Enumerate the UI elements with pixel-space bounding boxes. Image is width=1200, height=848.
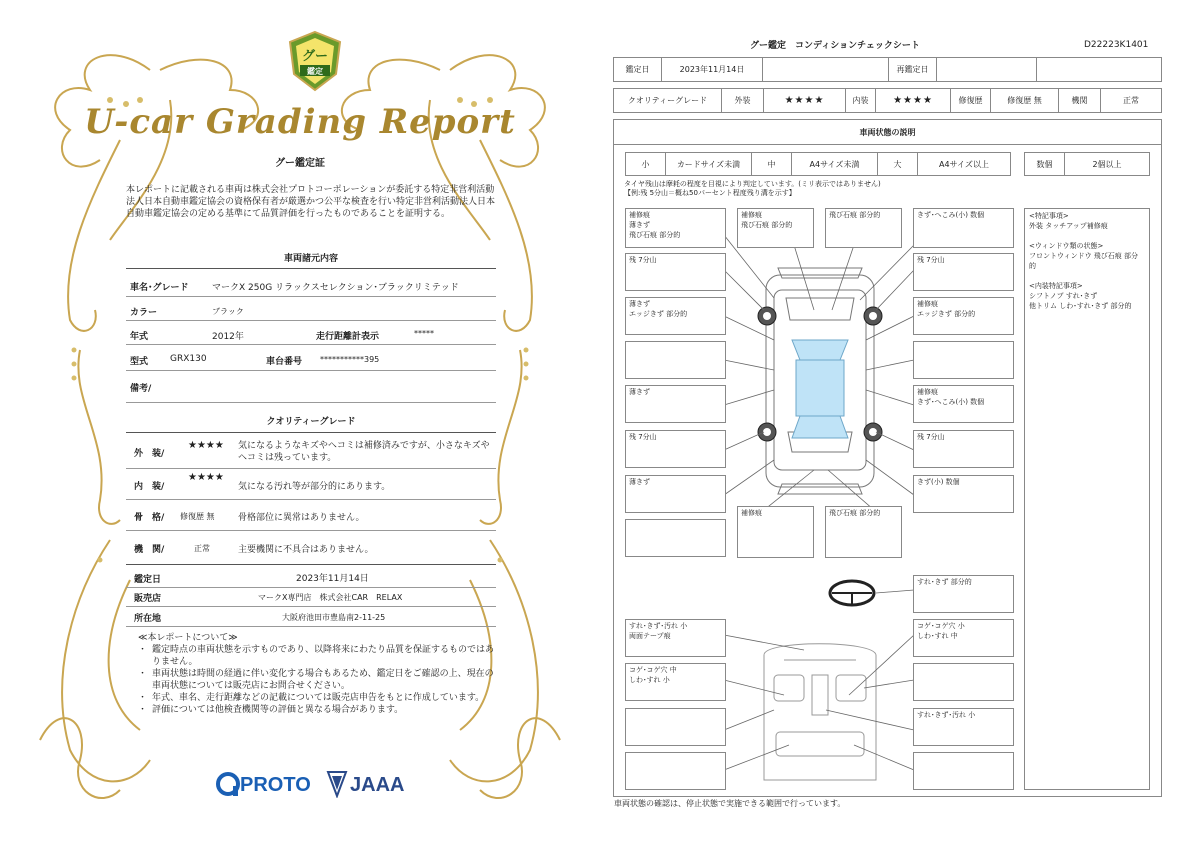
box-line: きず(小) 数個: [917, 478, 960, 486]
divider: [126, 432, 496, 433]
dealer-label: 販売店: [134, 594, 162, 604]
box-line: 飛び石痕 部分的: [829, 211, 881, 219]
notes-line: フロントウィンドウ 飛び石痕 部分的: [1029, 252, 1139, 270]
sheet-id: D22223K1401: [1084, 40, 1149, 50]
proto-logo: PROTO: [240, 774, 311, 796]
box-line: 補修痕: [741, 211, 762, 219]
jaaa-logo: JAAA: [350, 774, 405, 796]
notes-line: 他トリム しわ･すれ･きず 部分的: [1029, 302, 1132, 310]
svg-text:グー: グー: [301, 49, 329, 64]
damage-box: [737, 208, 814, 248]
size-small: 小: [626, 153, 666, 175]
frame-comment: 骨格部位に異常はありません。: [238, 513, 365, 523]
divider: [126, 587, 496, 588]
box-line: 両面テープ痕: [629, 632, 671, 640]
divider: [126, 626, 496, 627]
color-value: ブラック: [212, 307, 244, 316]
box-line: コゲ･コゲ穴 小: [917, 622, 965, 630]
damage-box: [825, 208, 902, 248]
dealer-value: マークX専門店 株式会社CAR RELAX: [258, 593, 403, 602]
recheck-label: 再鑑定日: [889, 58, 937, 81]
notes-heading: <特記事項>: [1029, 212, 1069, 220]
notes-spacer: [1029, 271, 1145, 281]
box-line: 補修痕: [629, 211, 650, 219]
box-line: エッジきず 部分的: [629, 310, 688, 318]
repair-history-value: 修復歴 無: [991, 89, 1059, 112]
engine-label: 機関: [1059, 89, 1101, 112]
interior-box: [625, 663, 726, 701]
divider: [126, 530, 496, 531]
box-line: コゲ･コゲ穴 中: [629, 666, 677, 674]
certificate-title: グー鑑定証: [275, 158, 325, 169]
grade-row: [613, 88, 1162, 113]
mileage-label: 走行距離計表示: [316, 332, 380, 342]
color-label: カラー: [130, 308, 158, 318]
proto-logo-icon: [216, 772, 240, 798]
box-line: 薄きず: [629, 478, 650, 486]
date-label: 鑑定日: [134, 575, 162, 585]
notes-heading: <内装特記事項>: [1029, 282, 1083, 290]
notes-line: 外装 タッチアップ補修痕: [1029, 222, 1108, 230]
jaaa-logo-icon: [326, 770, 348, 798]
engine-value: 正常: [194, 544, 210, 553]
notes-spacer: [1029, 231, 1145, 241]
damage-box: [625, 208, 726, 248]
remarks-label: 備考/: [130, 384, 152, 394]
box-line: 補修痕: [917, 300, 938, 308]
divider: [126, 564, 496, 565]
count-desc: 2個以上: [1092, 159, 1122, 169]
box-line: 飛び石痕 部分的: [741, 221, 793, 229]
interior-stars: ★★★★: [876, 89, 951, 112]
tire-note: タイヤ残山は摩耗の程度を目視により判定しています。(ミリ表示ではありません): [624, 180, 881, 188]
interior-box-empty: [913, 752, 1014, 790]
box-line: 薄きず: [629, 300, 650, 308]
damage-box: [625, 385, 726, 423]
exterior-label: 外装: [722, 89, 764, 112]
exterior-stars: ★★★★: [764, 89, 846, 112]
svg-text:鑑定: 鑑定: [307, 67, 323, 76]
note-item: ・ 年式、車名、走行距離などの記載については販売店申告をもとに作成しています。: [138, 692, 498, 704]
interior-box-empty: [625, 708, 726, 746]
car-name-value: マークX 250G リラックスセレクション･ブラックリミテッド: [212, 283, 459, 293]
count-label: 数個: [1025, 153, 1065, 175]
engine-label: 機 関/: [134, 545, 165, 555]
exterior-label: 外 装/: [134, 449, 165, 459]
box-line: すれ･きず･汚れ 小: [629, 622, 688, 630]
damage-box: [625, 430, 726, 468]
interior-box-empty: [625, 752, 726, 790]
spec-section-title: 車両諸元内容: [283, 254, 338, 264]
size-large: 大: [878, 153, 918, 175]
certificate-text: 本レポートに記載される車両は株式会社プロトコーポレーションが委託する特定非営利活動法人日本自動車鑑定協会の資格保有者が厳選かつ公平な検査を行い特定非営利活動法人日本自動車鑑定協会の定める基準にて品質評価を行ったものであることを証明する。: [126, 185, 496, 219]
box-line: 飛び石痕 部分的: [829, 509, 881, 517]
special-notes: [1024, 208, 1150, 790]
box-line: エッジきず 部分的: [917, 310, 976, 318]
condition-check-sheet: [600, 0, 1200, 848]
notes-title: ≪本レポートについて≫: [138, 633, 238, 643]
damage-box-empty: [625, 519, 726, 557]
report-title: U-car Grading Report: [84, 102, 516, 142]
damage-box: [913, 297, 1014, 335]
sheet-title: グー鑑定 コンディションチェックシート: [750, 41, 920, 51]
interior-box: [625, 619, 726, 657]
size-large-desc: A4サイズ以上: [939, 159, 989, 169]
damage-box: [625, 475, 726, 513]
exterior-value: ★★★★: [188, 440, 224, 451]
box-line: 補修痕: [917, 388, 938, 396]
model-value: GRX130: [170, 354, 207, 364]
box-line: きず･へこみ(小) 数個: [917, 211, 985, 219]
address-value: 大阪府池田市豊島南2-11-25: [282, 613, 386, 622]
vehicle-condition-panel: [613, 119, 1162, 797]
divider: [126, 468, 496, 469]
steering-box: [913, 575, 1014, 613]
exterior-comment: 気になるようなキズやヘコミは補修済みですが、小さなキズやヘコミは残っています。: [238, 441, 490, 463]
box-line: 残 7分山: [629, 433, 657, 441]
box-line: 補修痕: [741, 509, 762, 517]
divider: [126, 296, 496, 297]
interior-box-empty: [913, 663, 1014, 701]
address-label: 所在地: [134, 614, 162, 624]
interior-box: [913, 708, 1014, 746]
interior-box: [913, 619, 1014, 657]
mileage-value: *****: [414, 329, 434, 338]
divider: [126, 606, 496, 607]
engine-comment: 主要機関に不具合はありません。: [238, 545, 374, 555]
damage-box: [913, 430, 1014, 468]
interior-label: 内装: [846, 89, 876, 112]
sheet-footer: 車両状態の確認は、停止状態で実施できる範囲で行っています。: [614, 799, 846, 808]
frame-value: 修復歴 無: [180, 512, 215, 521]
box-line: 残 7分山: [917, 433, 945, 441]
size-mid: 中: [752, 153, 792, 175]
chassis-label: 車台番号: [266, 357, 303, 367]
engine-value: 正常: [1123, 96, 1139, 105]
size-mid-desc: A4サイズ未満: [792, 153, 878, 175]
damage-box: [625, 297, 726, 335]
date-label: 鑑定日: [614, 58, 662, 81]
box-line: 薄きず: [629, 388, 650, 396]
damage-box-empty: [913, 341, 1014, 379]
interior-label: 内 装/: [134, 482, 165, 492]
report-notes: [138, 632, 498, 716]
recheck-value: [937, 58, 1037, 81]
damage-box-empty: [625, 341, 726, 379]
divider: [126, 268, 496, 269]
divider: [126, 320, 496, 321]
note-item: ・ 車両状態は時間の経過に伴い変化する場合もあるため、鑑定日をご確認の上、現在の車両状態については販売店にお問合せください。: [138, 668, 498, 692]
model-label: 型式: [130, 357, 149, 367]
notes-line: シフトノブ すれ･きず: [1029, 292, 1098, 300]
box-line: 飛び石痕 部分的: [629, 231, 681, 239]
goo-kantei-emblem: [286, 30, 344, 92]
chassis-value: ***********395: [320, 355, 380, 364]
box-line: きず･へこみ(小) 数個: [917, 398, 985, 406]
interior-value: ★★★★: [188, 472, 224, 483]
box-line: しわ･すれ 小: [629, 676, 670, 684]
divider: [126, 402, 496, 403]
date-value: 2023年11月14日: [662, 58, 763, 81]
damage-box: [913, 253, 1014, 291]
box-line: 残 7分山: [629, 256, 657, 264]
box-line: 残 7分山: [917, 256, 945, 264]
note-item: ・ 評価については他検査機関等の評価と異なる場合があります。: [138, 704, 498, 716]
damage-box: [825, 506, 902, 558]
damage-box: [913, 208, 1014, 248]
divider: [126, 344, 496, 345]
year-value: 2012年: [212, 332, 244, 342]
size-small-desc: カードサイズ未満: [666, 153, 752, 175]
repair-history-label: 修復歴: [951, 89, 991, 112]
date-value: 2023年11月14日: [296, 574, 369, 584]
divider: [126, 499, 496, 500]
frame-label: 骨 格/: [134, 513, 165, 523]
car-name-label: 車名･グレード: [130, 283, 189, 293]
grade-section-title: クオリティーグレード: [266, 417, 356, 427]
notes-heading: <ウィンドウ類の状態>: [1029, 242, 1104, 250]
interior-comment: 気になる汚れ等が部分的にあります。: [238, 482, 391, 492]
damage-box: [625, 253, 726, 291]
quality-grade-label: クオリティーグレード: [614, 89, 722, 112]
year-label: 年式: [130, 332, 149, 342]
damage-box: [737, 506, 814, 558]
box-line: すれ･きず･汚れ 小: [917, 711, 976, 719]
damage-box: [913, 475, 1014, 513]
divider: [126, 370, 496, 371]
date-row: [613, 57, 1162, 82]
box-line: 薄きず: [629, 221, 650, 229]
footer-logos: [0, 768, 600, 802]
damage-box: [913, 385, 1014, 423]
date-empty-cell: [763, 58, 889, 81]
note-item: ・ 鑑定時点の車両状態を示すものであり、以降将来にわたり品質を保証するものではありません。: [138, 644, 498, 668]
tire-example: 【例:残 5分山＝概ね50パーセント程度残り溝を示す】: [624, 189, 796, 197]
box-line: しわ･すれ 中: [917, 632, 958, 640]
condition-section-title: 車両状態の説明: [614, 120, 1161, 145]
recheck-empty-cell: [1037, 58, 1161, 81]
box-line: すれ･きず 部分的: [917, 578, 972, 586]
